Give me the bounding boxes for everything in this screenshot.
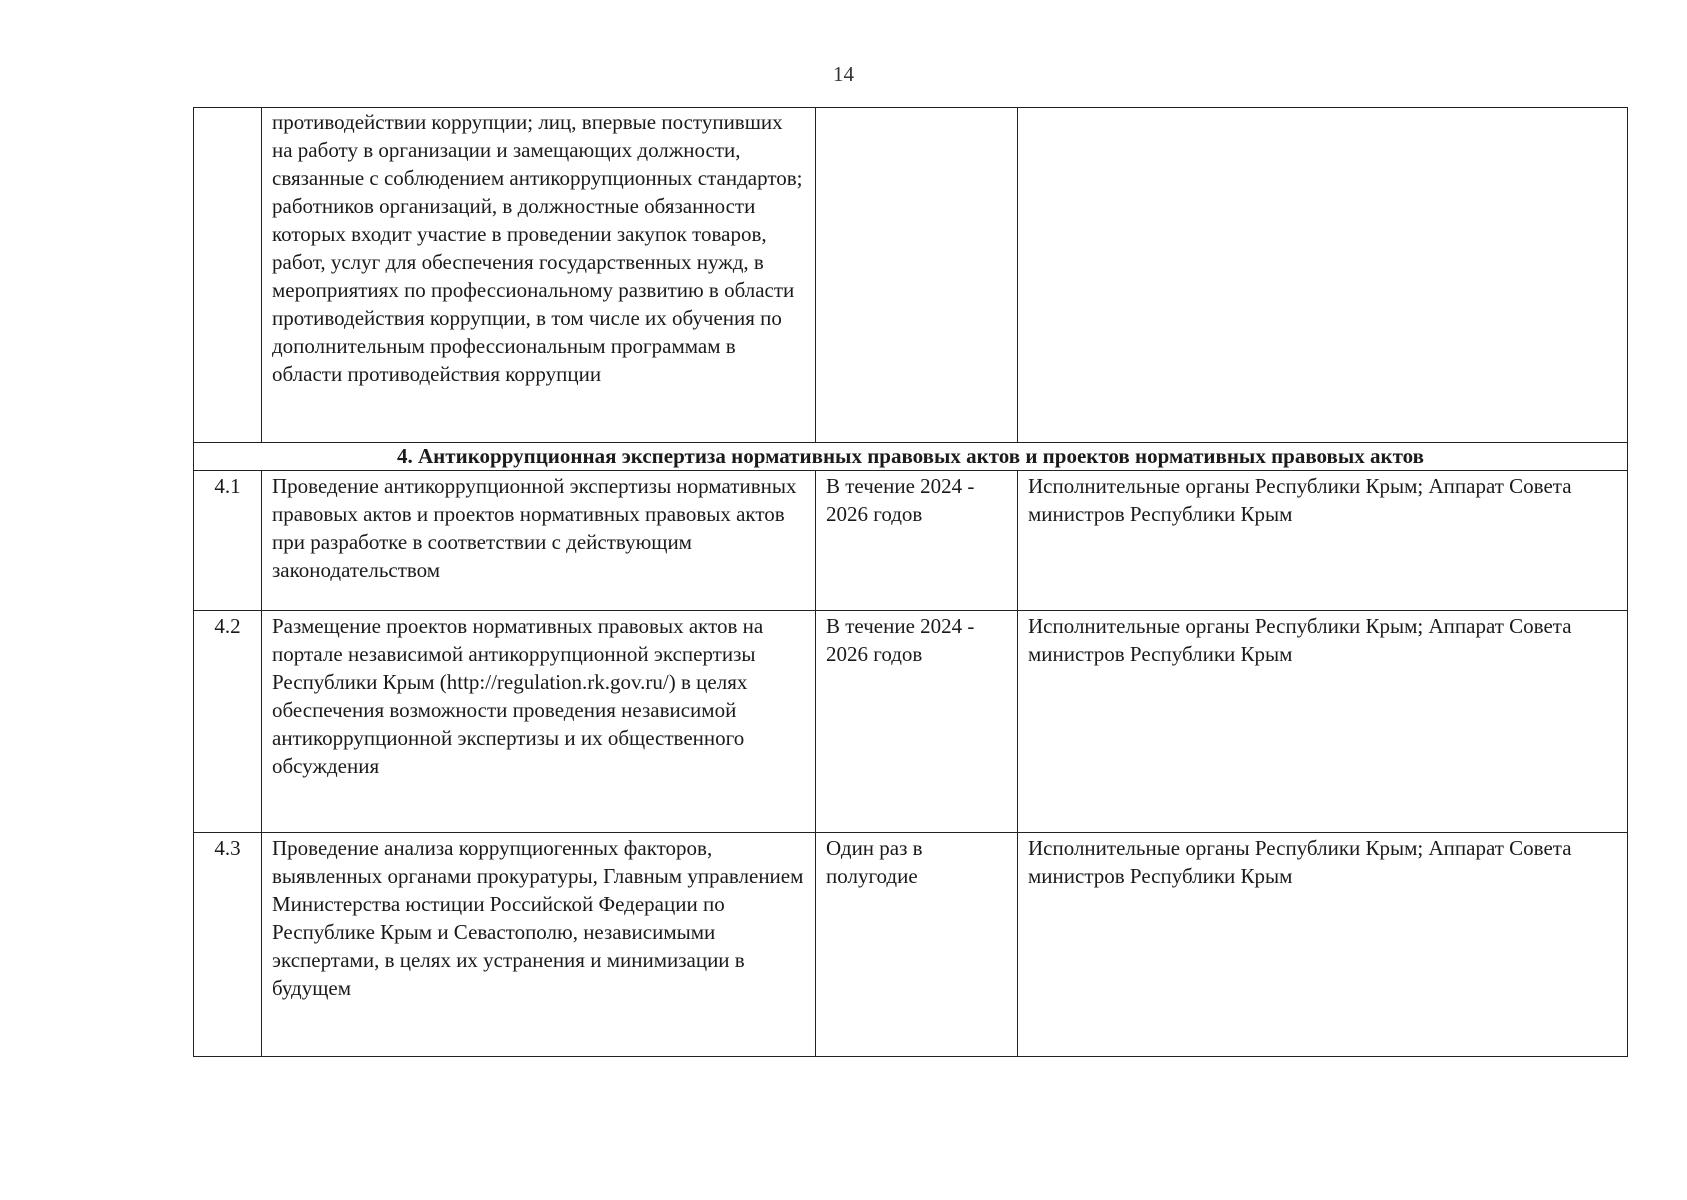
action-plan-table — [193, 107, 1628, 1057]
section-header-row — [194, 443, 1628, 471]
term-cell — [816, 108, 1018, 443]
measure-cell: Проведение анализа коррупциогенных факторов, выявленных органами прокуратуры, Главным управлением Министерства юстиции Российской Федерации по Республике Крым и Севастополю, независимыми экспертами, в целях их устранения и минимизации в будущем — [262, 833, 816, 1057]
measure-text: противодействии коррупции; лиц, впервые поступивших на работу в организации и замещающих должности, связанные с соблюдением антикоррупционных стандартов; работников организаций, в должностные обязанности которых входит участие в проведении закупок товаров, работ, услуг для обеспечения государственных нужд, в мероприятиях по профессиональному развитию в области противодействия коррупции, в том числе их обучения по дополнительным профессиональным программам в области противодействия коррупции — [272, 110, 803, 386]
term-cell: В течение 2024 - 2026 годов — [816, 471, 1018, 611]
term-cell: Один раз в полугодие — [816, 833, 1018, 1057]
measure-cell — [262, 108, 816, 443]
table-row — [194, 471, 1628, 611]
measure-cell: Размещение проектов нормативных правовых актов на портале независимой антикоррупционной экспертизы Республики Крым (http://regulation.rk.gov.ru/) в целях обеспечения возможности проведения независимой антикоррупционной экспертизы и их общественного обсуждения — [262, 611, 816, 833]
section-title: 4. Антикоррупционная экспертиза нормативных правовых актов и проектов нормативных правовых актов — [194, 443, 1628, 471]
row-number-cell: 4.1 — [194, 471, 262, 611]
executors-cell: Исполнительные органы Республики Крым; Аппарат Совета министров Республики Крым — [1018, 833, 1628, 1057]
term-cell: В течение 2024 - 2026 годов — [816, 611, 1018, 833]
table-row — [194, 611, 1628, 833]
row-number-cell: 4.3 — [194, 833, 262, 1057]
table-row — [194, 108, 1628, 443]
page-number: 14 — [833, 62, 854, 86]
executors-cell — [1018, 108, 1628, 443]
row-number-cell — [194, 108, 262, 443]
measure-cell: Проведение антикоррупционной экспертизы нормативных правовых актов и проектов нормативных правовых актов при разработке в соответствии с действующим законодательством — [262, 471, 816, 611]
row-number-cell: 4.2 — [194, 611, 262, 833]
executors-cell: Исполнительные органы Республики Крым; Аппарат Совета министров Республики Крым — [1018, 471, 1628, 611]
table-row — [194, 833, 1628, 1057]
executors-cell: Исполнительные органы Республики Крым; Аппарат Совета министров Республики Крым — [1018, 611, 1628, 833]
